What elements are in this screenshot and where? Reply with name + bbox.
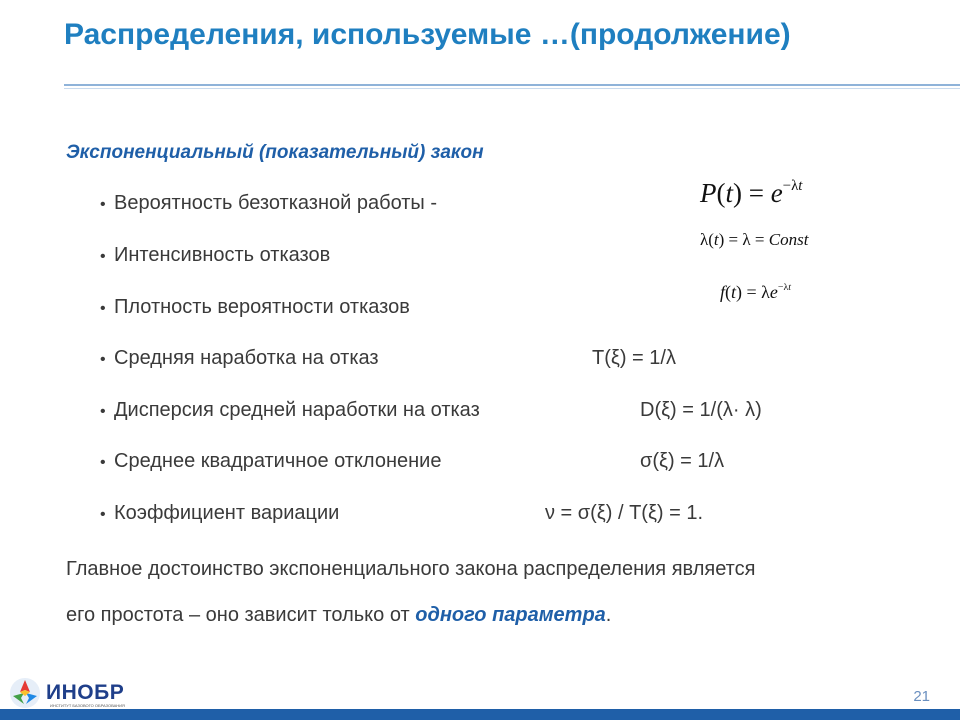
formula-failure-rate: λ(t) = λ = Const xyxy=(700,230,809,249)
bullet-variance xyxy=(100,399,480,422)
bullet-dot: • xyxy=(100,300,106,317)
bullet-std-dev xyxy=(100,450,441,473)
logo-subtext: ИНСТИТУТ БАЗОВОГО ОБРАЗОВАНИЯ xyxy=(50,703,125,708)
summary-paragraph xyxy=(66,546,926,638)
bullet-dot: • xyxy=(100,248,106,265)
bullet-label: Вероятность безотказной работы - xyxy=(114,192,437,214)
bullet-label: Среднее квадратичное отклонение xyxy=(114,450,442,472)
bullet-dot: • xyxy=(100,403,106,420)
bullet-variation-coef xyxy=(100,502,339,525)
summary-line-2-start: его простота – оно зависит только от xyxy=(66,604,416,626)
logo-text: ИНОБР xyxy=(46,681,125,704)
summary-line-1: Главное достоинство экспоненциального закона распределения является xyxy=(66,558,756,580)
title-divider xyxy=(64,84,960,86)
bullet-label: Дисперсия средней наработки на отказ xyxy=(114,399,480,421)
bullet-label: Плотность вероятности отказов xyxy=(114,296,410,318)
inobr-logo xyxy=(8,676,124,710)
value-variation-coef: ν = σ(ξ) / T(ξ) = 1. xyxy=(545,502,704,524)
summary-emphasis: одного параметра xyxy=(415,604,606,626)
summary-line-2-end: . xyxy=(605,604,612,626)
bullet-density xyxy=(100,296,410,319)
page-title xyxy=(64,18,791,52)
bullet-dot: • xyxy=(100,506,106,523)
bullet-failure-rate xyxy=(100,244,330,267)
value-std-dev: σ(ξ) = 1/λ xyxy=(640,450,725,472)
page-number: 21 xyxy=(913,688,930,705)
summary-line-2 xyxy=(66,592,926,638)
bullet-reliability xyxy=(100,192,437,215)
bullet-dot: • xyxy=(100,196,106,213)
bullet-label: Интенсивность отказов xyxy=(114,244,331,266)
section-subheading: Экспоненциальный (показательный) закон xyxy=(66,142,484,163)
bullet-label: Средняя наработка на отказ xyxy=(114,347,379,369)
value-variance: D(ξ) = 1/(λ· λ) xyxy=(640,399,762,421)
bullet-dot: • xyxy=(100,351,106,368)
page-title-suffix: …(продолжение) xyxy=(539,18,791,51)
logo-emblem-icon xyxy=(8,676,42,710)
footer-bar xyxy=(0,709,960,720)
bullet-dot: • xyxy=(100,454,106,471)
bullet-mtbf xyxy=(100,347,379,370)
formula-reliability: $P(t) = e^{-\lambda t}$ xyxy=(700,178,803,208)
page-title-main: Распределения, используемые xyxy=(64,18,540,51)
bullet-label: Коэффициент вариации xyxy=(114,502,340,524)
title-divider-thin xyxy=(64,88,960,89)
value-mtbf: T(ξ) = 1/λ xyxy=(592,347,676,369)
formula-density: $f(t) = \lambda e^{-\lambda t}$ xyxy=(720,282,792,302)
